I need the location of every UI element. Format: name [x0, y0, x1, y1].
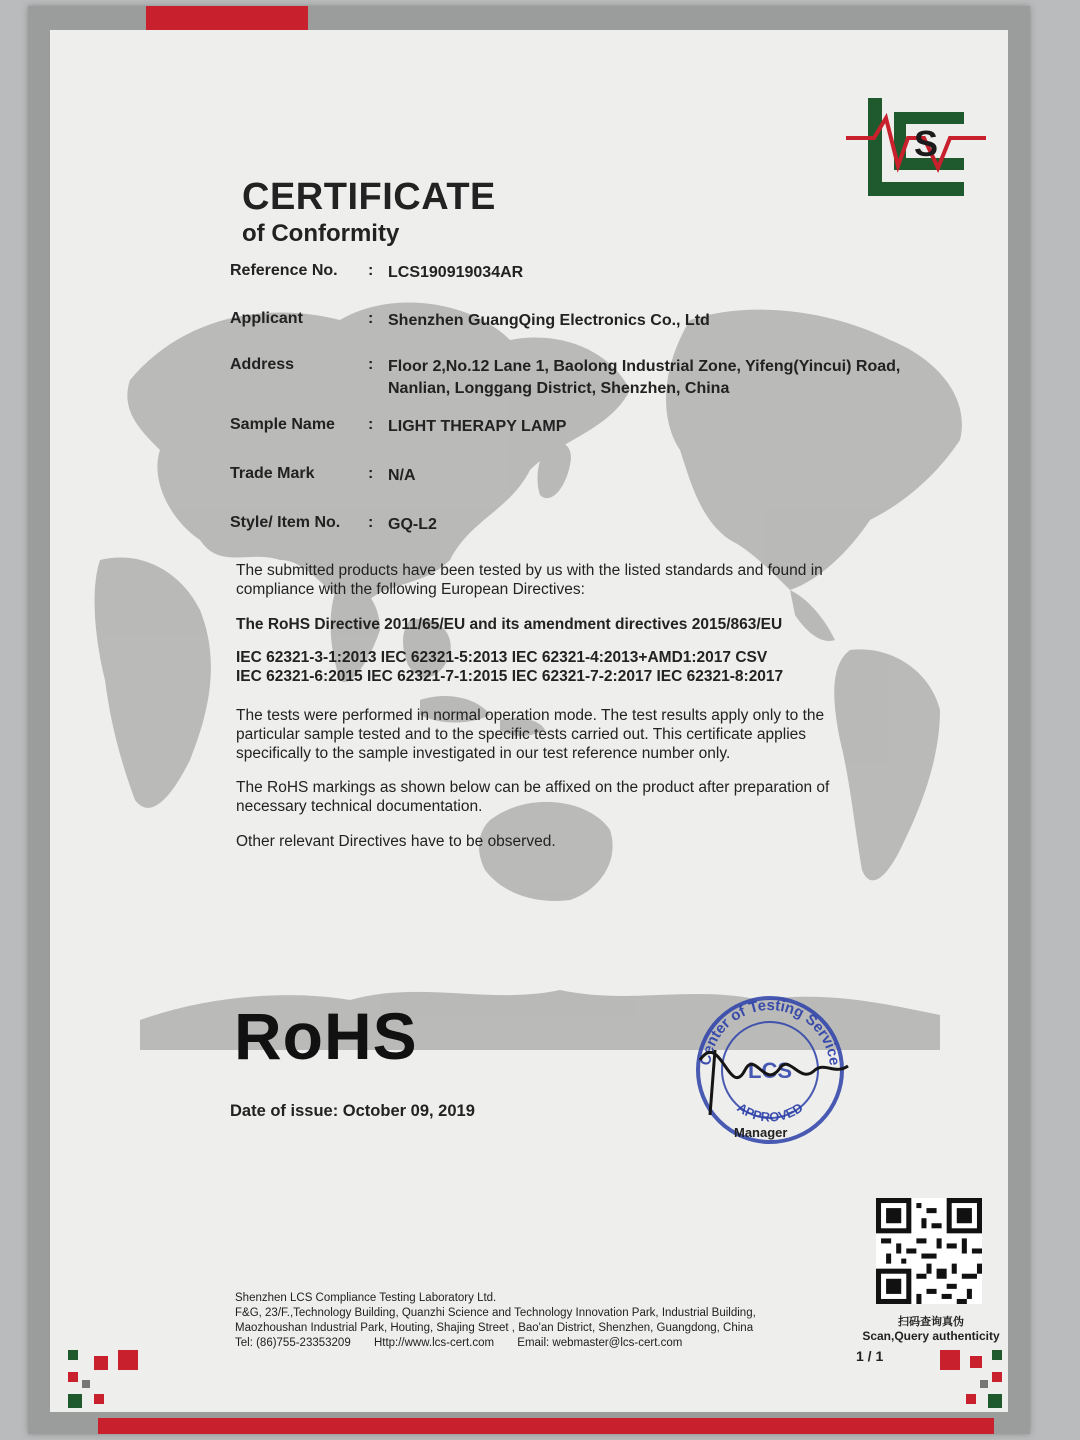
- certificate-subtitle: of Conformity: [242, 220, 400, 247]
- red-accent-bar-top: [146, 6, 308, 30]
- field-label: Reference No.: [230, 262, 338, 279]
- field-label: Applicant: [230, 310, 303, 327]
- tests-line: particular sample tested and to the specific tests carried out. This certificate applies: [236, 726, 807, 743]
- issue-date: [230, 1102, 475, 1121]
- footer-address-line: Maozhoushan Industrial Park, Houting, Shajing Street , Bao'an District, Shenzhen, Guangdong, China: [235, 1322, 754, 1334]
- footer-web: Http://www.lcs-cert.com: [373, 1337, 495, 1349]
- address-line-1: Floor 2,No.12 Lane 1, Baolong Industrial Zone, Yifeng(Yincui) Road,: [388, 358, 901, 375]
- field-colon: :: [368, 310, 374, 327]
- field-colon: :: [368, 416, 374, 433]
- field-label: Address: [230, 356, 295, 373]
- footer-address-line: F&G, 23/F.,Technology Building, Quanzhi Science and Technology Innovation Park, Industrial Building,: [235, 1307, 756, 1319]
- red-accent-bar-bottom: [98, 1418, 994, 1434]
- address-line-2: Nanlian, Longgang District, Shenzhen, China: [388, 380, 730, 397]
- field-value: Shenzhen GuangQing Electronics Co., Ltd: [388, 312, 710, 329]
- intro-line: The submitted products have been tested by us with the listed standards and found in: [236, 562, 823, 579]
- stamp-caption: Manager: [734, 1125, 788, 1140]
- frame-right: [1008, 6, 1030, 1434]
- tests-line: The tests were performed in normal operation mode. The test results apply only to the: [236, 707, 825, 724]
- field-value: [388, 356, 948, 400]
- intro-line: compliance with the following European Directives:: [236, 581, 585, 598]
- lcs-logo: [846, 92, 996, 202]
- field-label: Style/ Item No.: [230, 514, 341, 531]
- stamp-ring-text: Center of Testing Service: [697, 996, 843, 1067]
- certificate-title: CERTIFICATE: [242, 176, 496, 218]
- logo-letter: S: [914, 123, 939, 164]
- footer-tel: Tel: (86)755-23353209: [235, 1337, 351, 1349]
- qr-label-chinese: 扫码查询真伪: [898, 1316, 964, 1328]
- intro-paragraph: [236, 561, 896, 599]
- field-colon: :: [368, 514, 374, 531]
- field-value: N/A: [388, 467, 416, 484]
- rohs-mark: RoHS: [234, 999, 418, 1073]
- field-label: Sample Name: [230, 416, 335, 433]
- field-label: Trade Mark: [230, 465, 315, 482]
- frame-left: [28, 6, 50, 1434]
- other-directives-line: Other relevant Directives have to be observed.: [236, 833, 556, 850]
- stamp-approved-text: APPROVED: [734, 1099, 806, 1125]
- field-colon: :: [368, 465, 374, 482]
- field-colon: :: [368, 262, 374, 279]
- standards-line: IEC 62321-6:2015 IEC 62321-7-1:2015 IEC 62321-7-2:2017 IEC 62321-8:2017: [236, 668, 784, 685]
- tests-paragraph: [236, 706, 896, 763]
- footer-company: Shenzhen LCS Compliance Testing Laboratory Ltd.: [235, 1292, 497, 1304]
- qr-label-english: Scan,Query authenticity: [862, 1329, 1000, 1343]
- field-value: GQ-L2: [388, 516, 437, 533]
- footer-email: Email: webmaster@lcs-cert.com: [517, 1337, 683, 1349]
- stamp-logo-text: LCS: [748, 1058, 792, 1083]
- footer-contacts: [235, 1336, 845, 1351]
- standards-list: [236, 648, 896, 686]
- field-colon: :: [368, 356, 374, 373]
- issue-date-label: Date of issue:: [230, 1102, 339, 1120]
- markings-line: The RoHS markings as shown below can be affixed on the product after preparation of: [236, 779, 830, 796]
- field-value: LIGHT THERAPY LAMP: [388, 418, 567, 435]
- markings-line: necessary technical documentation.: [236, 798, 483, 815]
- certificate-page: [28, 6, 1030, 1434]
- issue-date-value: October 09, 2019: [342, 1102, 475, 1120]
- qr-code: [876, 1198, 982, 1304]
- markings-paragraph: [236, 778, 896, 816]
- field-value: LCS190919034AR: [388, 264, 524, 281]
- page-number: 1 / 1: [856, 1348, 884, 1364]
- standards-line: IEC 62321-3-1:2013 IEC 62321-5:2013 IEC 62321-4:2013+AMD1:2017 CSV: [236, 649, 768, 666]
- lab-footer: [235, 1291, 845, 1351]
- directive-line: The RoHS Directive 2011/65/EU and its amendment directives 2015/863/EU: [236, 616, 783, 633]
- tests-line: specifically to the sample investigated in our test reference number only.: [236, 745, 731, 762]
- certificate-body: [50, 30, 1008, 1412]
- svg-text:APPROVED: [734, 1100, 805, 1125]
